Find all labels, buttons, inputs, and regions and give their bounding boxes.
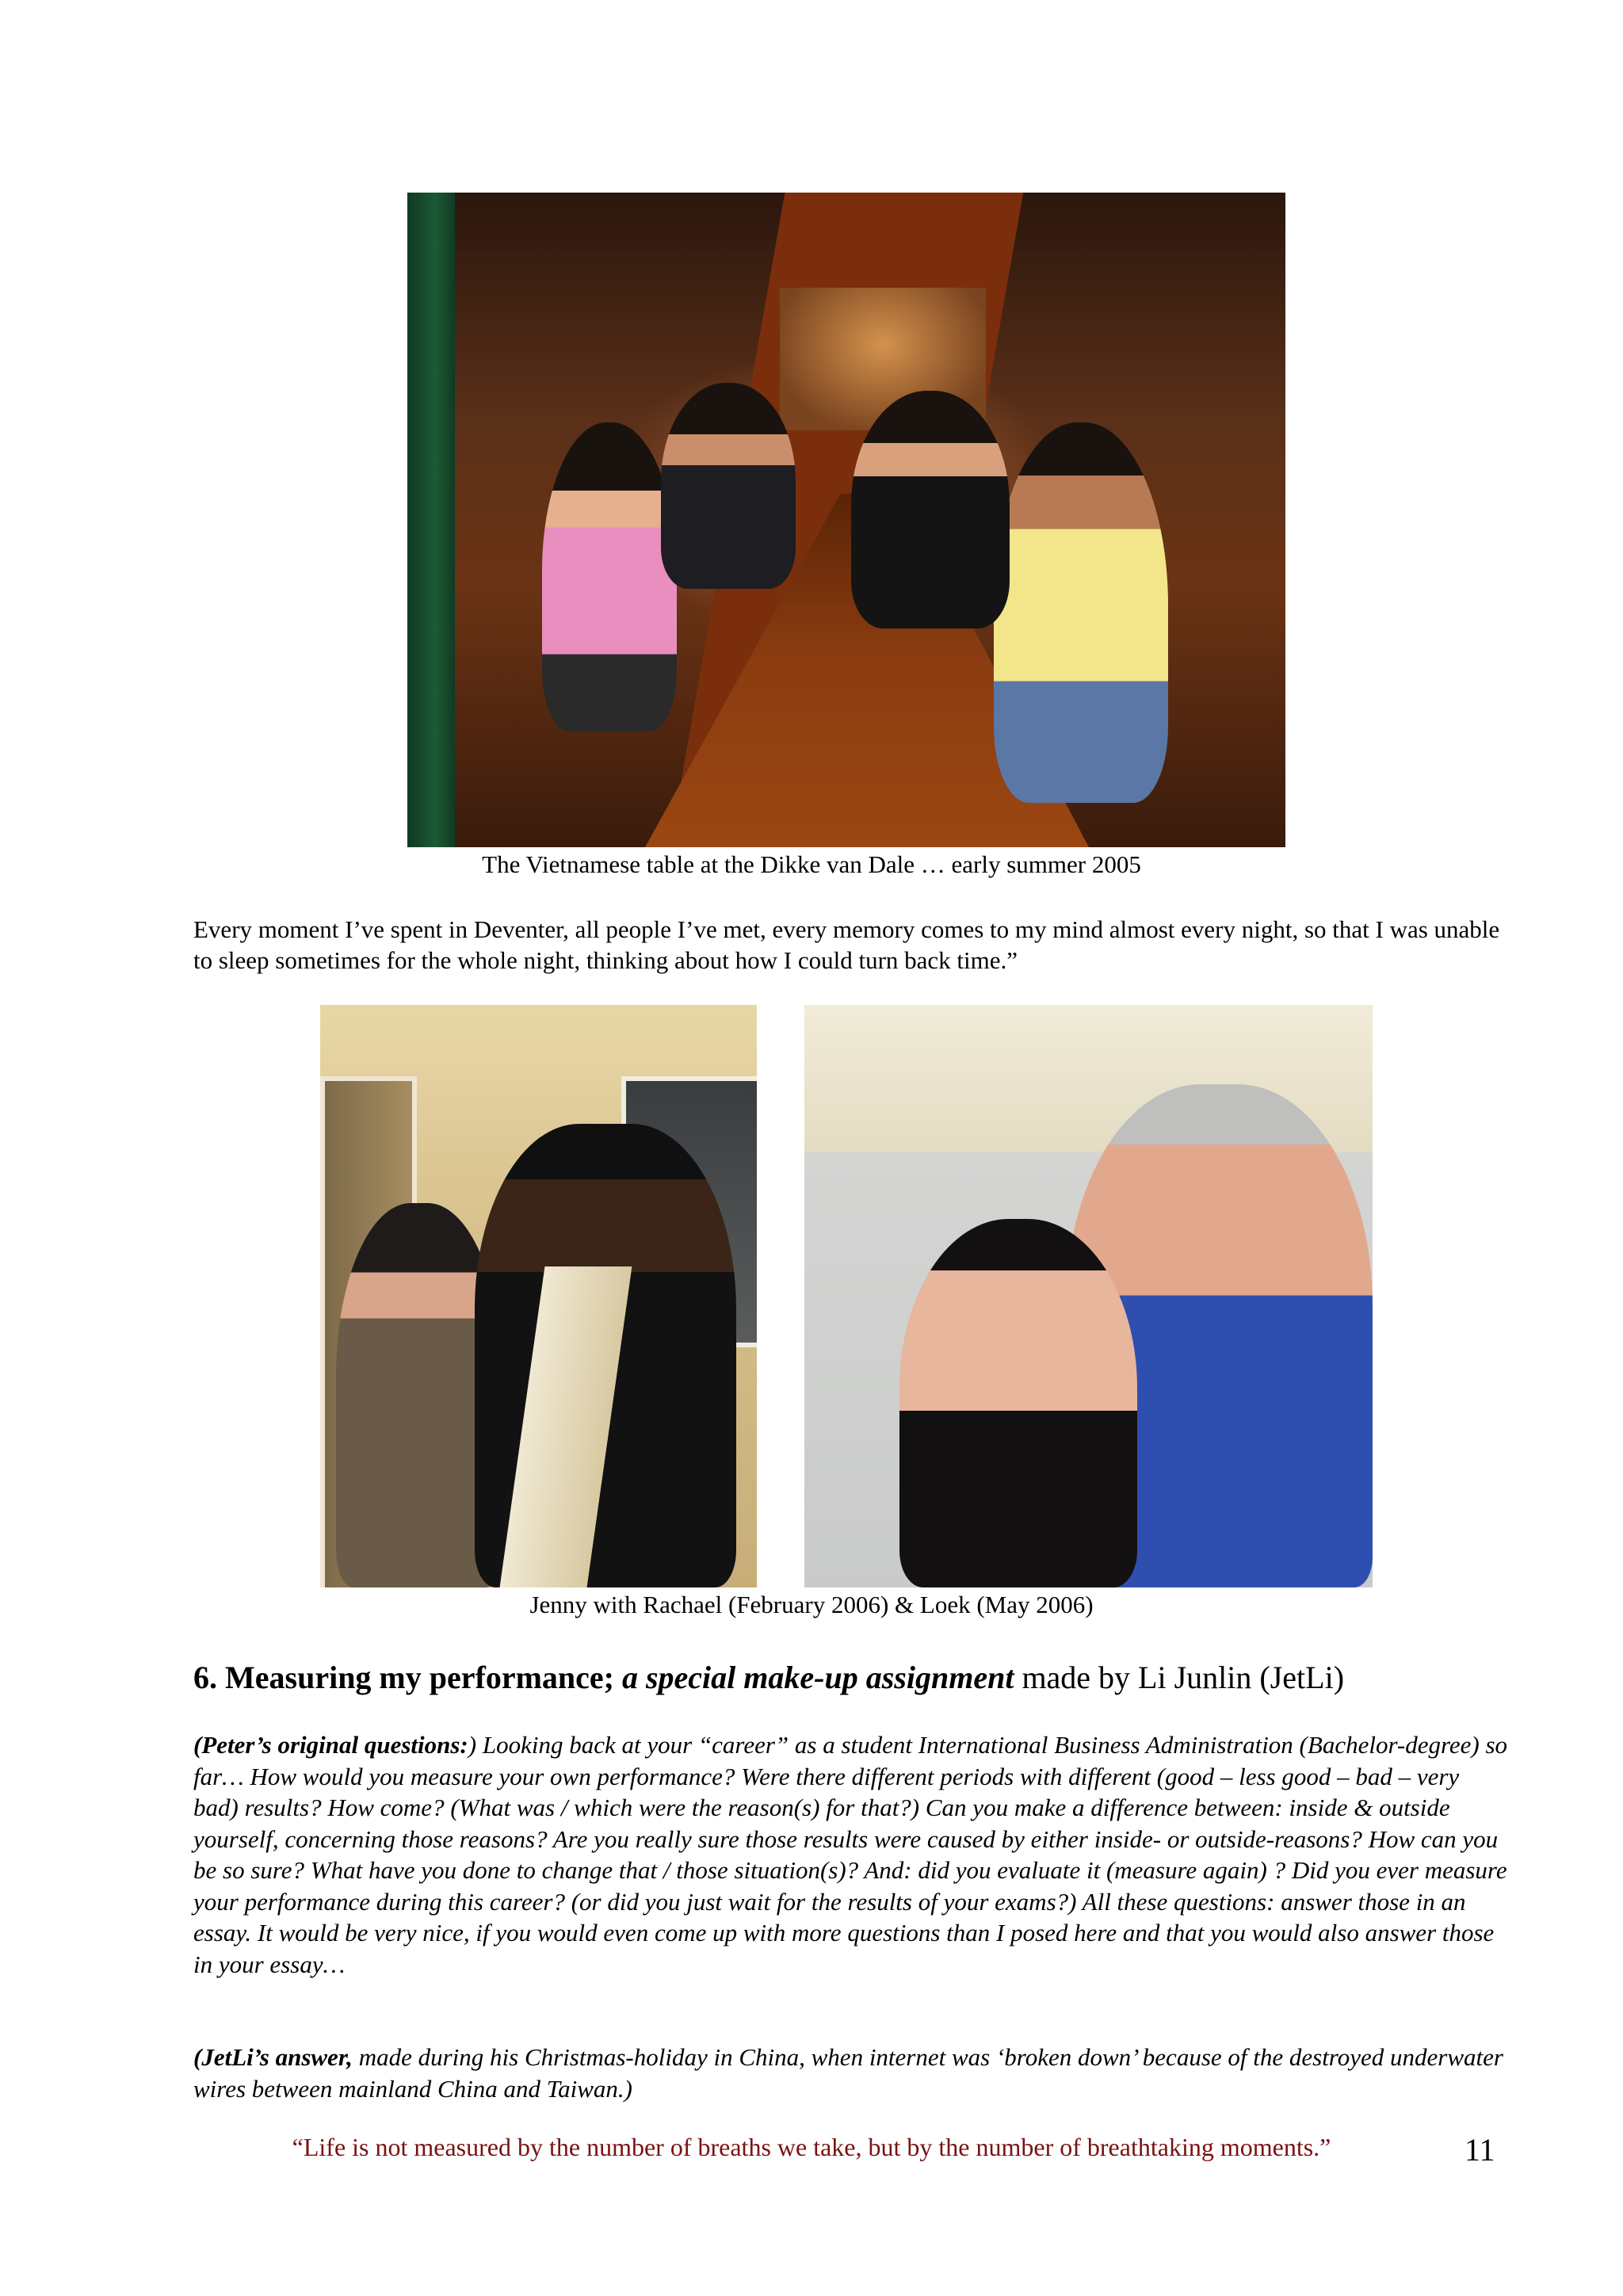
person-group-left [661, 383, 796, 589]
answer-lead: (JetLi’s answer, [193, 2043, 353, 2071]
questions-paragraph [193, 1729, 1509, 1980]
person-yellow-shirt [994, 422, 1168, 803]
photo-graduation [320, 1005, 757, 1587]
heading-title: 6. Measuring my performance; [193, 1660, 614, 1695]
caption-dinner: The Vietnamese table at the Dikke van Dale … early summer 2005 [482, 850, 1141, 878]
curtain-decor [407, 193, 455, 847]
caption-portraits: Jenny with Rachael (February 2006) & Loek (May 2006) [529, 1591, 1094, 1618]
heading-byline: made by Li Junlin (JetLi) [1022, 1660, 1345, 1695]
questions-text: ) Looking back at your “career” as a student International Business Administration (Bachelor-degree) so far… How would you measure your own performance? Were there different periods with different (good – less good – bad – very bad) results? How come? (What was / which were the reason(s) for that?) Can you make a difference between: inside & outside yourself, concerning those reasons? Are you really sure those results were caused by either inside- or outside-reasons? How can you be so sure? What have you done to change that / those situation(s)? And: did you evaluate it (measure again) ? Did you ever measure your performance during this career? (or did you just wait for the results of your exams?) All these questions: answer those in an essay. It would be very nice, if you would even come up with more questions than I posed here and that you would also answer those in your essay… [193, 1731, 1508, 1978]
page-number: 11 [1465, 2132, 1495, 2168]
questions-lead: (Peter’s original questions: [193, 1731, 468, 1759]
intro-paragraph: Every moment I’ve spent in Deventer, all people I’ve met, every memory comes to my mind almost every night, so that I was unable to sleep sometimes for the whole night, thinking about how I could turn back time.” [193, 915, 1500, 974]
person-pink-sweater [542, 422, 677, 732]
answer-paragraph [193, 2042, 1509, 2104]
person-group-right [851, 391, 1010, 628]
section-heading [193, 1660, 1541, 1696]
heading-emphasis: a special make-up assignment [621, 1660, 1014, 1695]
photo-loek [804, 1005, 1373, 1587]
answer-text: made during his Christmas-holiday in China, when internet was ‘broken down’ because of the destroyed underwater wires between mainland China and Taiwan.) [193, 2043, 1503, 2103]
footer-quote: “Life is not measured by the number of breaths we take, but by the number of breathtaking moments.” [292, 2133, 1331, 2161]
person-jenny [899, 1219, 1137, 1587]
photo-dinner-table [407, 193, 1285, 847]
